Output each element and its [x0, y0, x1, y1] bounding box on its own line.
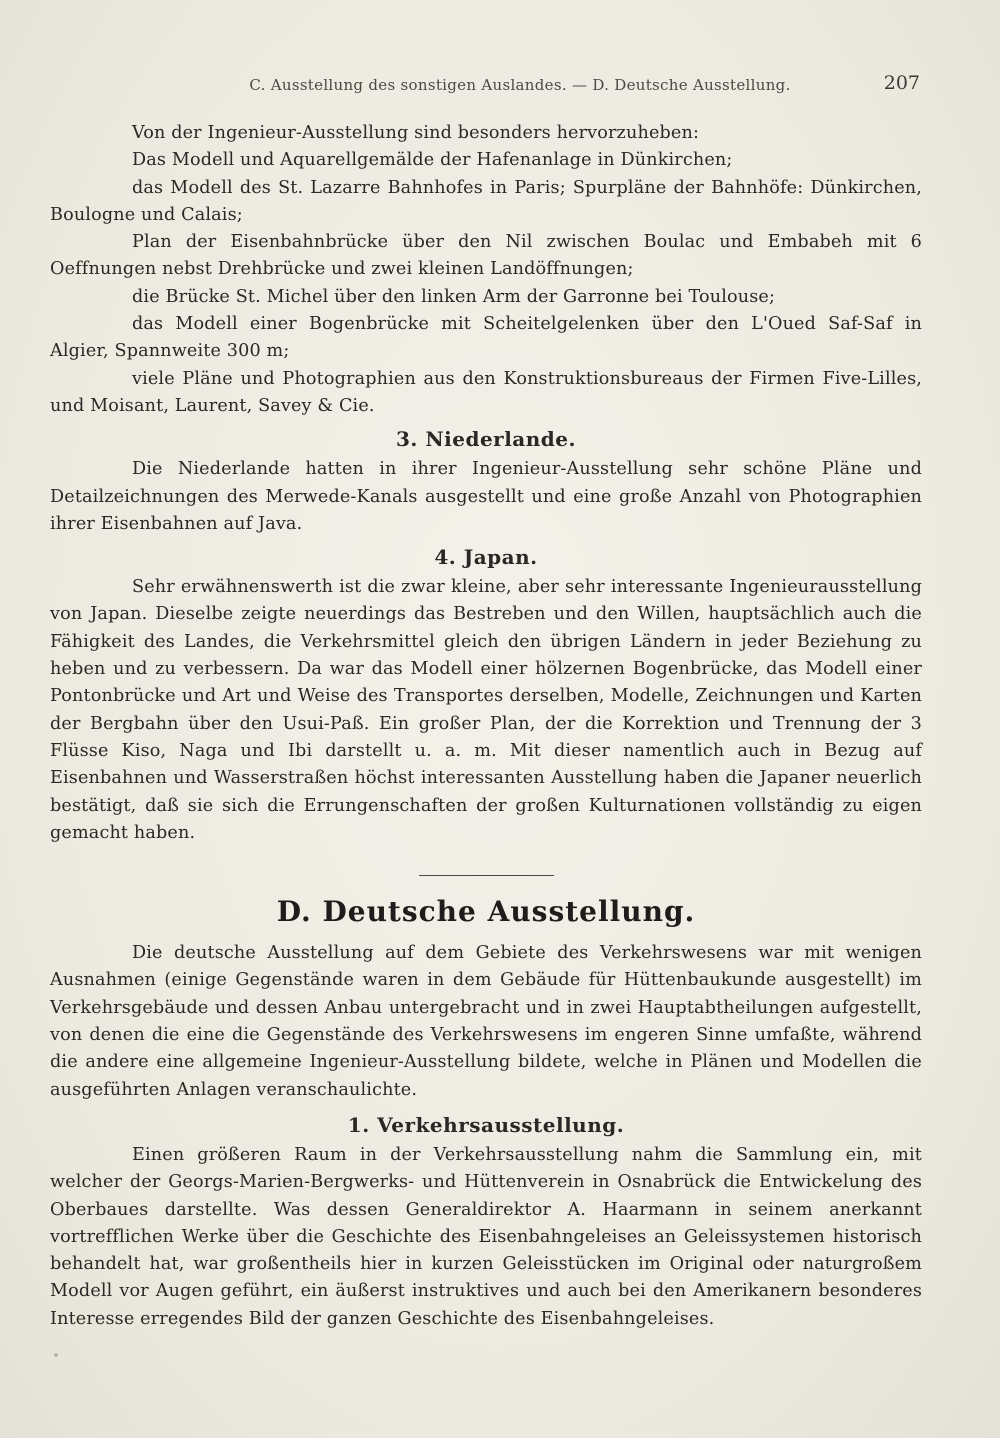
exhibit-intro: Von der Ingenieur-Ausstellung sind besonders hervorzuheben: [132, 123, 700, 143]
exhibit-item: viele Pläne und Photographien aus den Konstruktionsbureaus der Firmen Five-Lilles, und Moisant, Laurent, Savey & Cie. [50, 368, 922, 416]
page-body [50, 120, 922, 1333]
running-title: C. Ausstellung des sonstigen Auslandes. — D. Deutsche Ausstellung. [249, 76, 791, 94]
netherlands-paragraph: Die Niederlande hatten in ihrer Ingenieur-Ausstellung sehr schöne Pläne und Detailzeichnungen des Merwede-Kanals ausgestellt und eine große Anzahl von Photographien ihrer Eisenbahnen auf Java. [50, 459, 922, 534]
page-number: 207 [883, 72, 920, 94]
traffic-paragraph: Einen größeren Raum in der Verkehrsausstellung nahm die Sammlung ein, mit welcher der Georgs-Marien-Bergwerks- und Hüttenverein in Osnabrück die Entwickelung des Oberbaues darstellte. Was dessen Generaldirektor A. Haarmann in seinem anerkannt vortrefflichen Werke über die Geschichte des Eisenbahngeleises an Geleissystemen historisch behandelt hat, war großentheils hier in kurzen Geleisstücken im Original oder naturgroßem Modell vor Augen geführt, ein äußerst instruktives und auch bei den Amerikanern besonderes Interesse erregendes Bild der ganzen Geschichte des Eisenbahngeleises. [50, 1144, 922, 1329]
exhibit-item: Das Modell und Aquarellgemälde der Hafenanlage in Dünkirchen; [132, 150, 733, 171]
chapter-heading-germany: D. Deutsche Ausstellung. [276, 895, 696, 929]
section-heading-traffic: 1. Verkehrsausstellung. [347, 1112, 625, 1137]
exhibit-item: das Modell einer Bogenbrücke mit Scheitelgelenken über den L'Oued Saf-Saf in Algier, Spannweite 300 m; [50, 314, 922, 362]
paper-speck [54, 1353, 58, 1357]
section-divider [419, 875, 554, 876]
exhibit-item: das Modell des St. Lazarre Bahnhofes in Paris; Spurpläne der Bahnhöfe: Dünkirchen, Boulogne und Calais; [50, 177, 922, 225]
running-header [50, 72, 920, 100]
japan-paragraph: Sehr erwähnenswerth ist die zwar kleine, aber sehr interessante Ingenieurausstellung von Japan. Dieselbe zeigte neuerdings das Bestreben und den Willen, hauptsächlich auch die Fähigkeit des Landes, die Verkehrsmittel gleich den übrigen Ländern in jeder Beziehung zu heben und zu verbessern. Da war das Modell einer hölzernen Bogenbrücke, das Modell einer Pontonbrücke und Art und Weise des Transportes derselben, Modelle, Zeichnungen und Karten der Bergbahn über den Usui-Paß. Ein großer Plan, der die Korrektion und Trennung der 3 Flüsse Kiso, Naga und Ibi darstellt u. a. m. Mit dieser namentlich auch in Bezug auf Eisenbahnen und Wasserstraßen höchst interessanten Ausstellung haben die Japaner neuerlich bestätigt, daß sie sich die Errungenschaften der großen Kulturnationen vollständig zu eigen gemacht haben. [50, 577, 922, 843]
section-heading-japan: 4. Japan. [434, 545, 538, 570]
exhibit-item: Plan der Eisenbahnbrücke über den Nil zwischen Boulac und Embabeh mit 6 Oeffnungen nebst Drehbrücke und zwei kleinen Landöffnungen; [50, 232, 922, 280]
exhibit-item: die Brücke St. Michel über den linken Arm der Garronne bei Toulouse; [132, 286, 776, 307]
germany-paragraph: Die deutsche Ausstellung auf dem Gebiete des Verkehrswesens war mit wenigen Ausnahmen (einige Gegenstände waren in dem Gebäude für Hüttenbaukunde ausgestellt) im Verkehrsgebäude und dessen Anbau untergebracht und in zwei Hauptabtheilungen aufgestellt, von denen die eine die Gegenstände des Verkehrswesens im engeren Sinne umfaßte, während die andere eine allgemeine Ingenieur-Ausstellung bildete, welche in Plänen und Modellen die ausgeführten Anlagen veranschaulichte. [50, 943, 922, 1100]
section-heading-netherlands: 3. Niederlande. [396, 427, 576, 452]
